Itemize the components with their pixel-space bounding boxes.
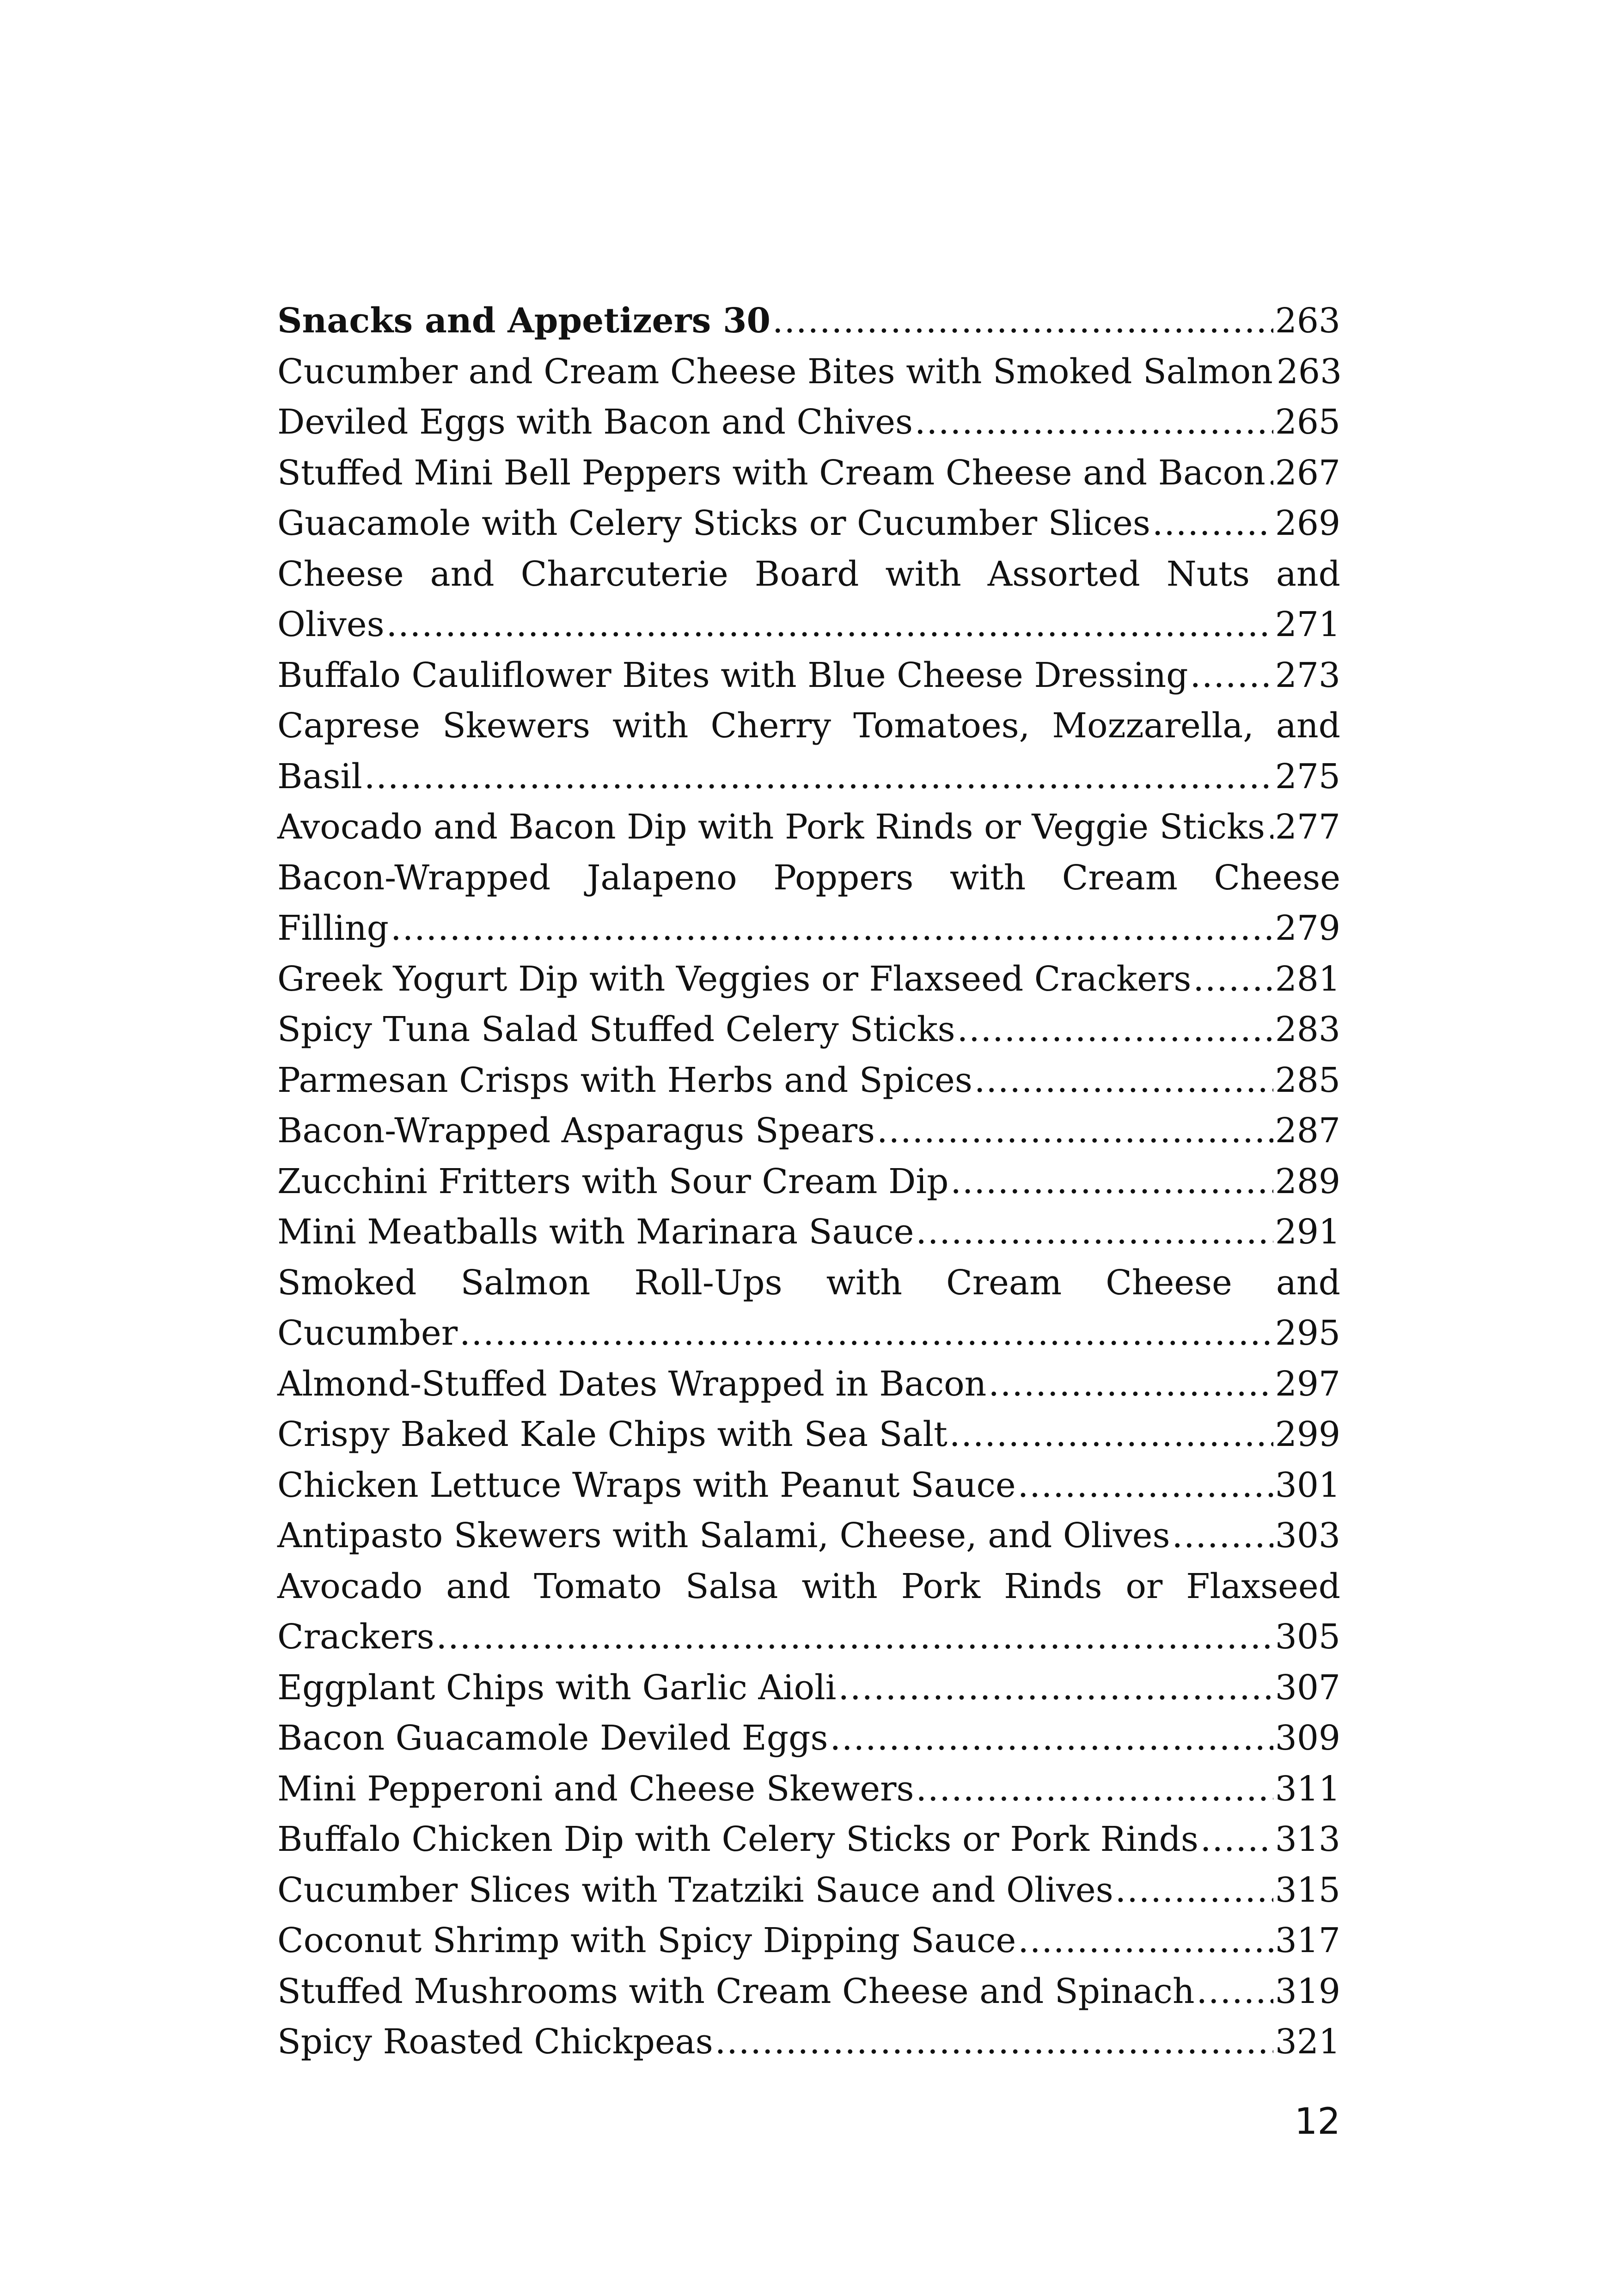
dot-leader	[386, 600, 1273, 650]
entry-page: 285	[1275, 1060, 1340, 1100]
entry-title: Zucchini Fritters with Sour Cream Dip	[277, 1161, 949, 1201]
toc-entry[interactable]	[277, 2017, 1340, 2068]
entry-title: Spicy Roasted Chickpeas	[277, 2022, 713, 2062]
toc-entry[interactable]	[277, 1207, 1340, 1258]
entry-title-line2: Cucumber	[277, 1313, 458, 1353]
toc-entry[interactable]	[277, 701, 1340, 802]
entry-title-line2: Olives	[277, 605, 385, 644]
toc-entry[interactable]	[277, 1561, 1340, 1663]
entry-page: 307	[1275, 1667, 1340, 1708]
entry-page: 313	[1275, 1819, 1340, 1859]
dot-leader	[949, 1409, 1273, 1460]
toc-entry[interactable]	[277, 1713, 1340, 1764]
entry-title: Guacamole with Celery Sticks or Cucumber Slices	[277, 503, 1150, 543]
toc-section-heading[interactable]	[277, 296, 1340, 347]
entry-title: Avocado and Bacon Dip with Pork Rinds or Veggie Sticks	[277, 807, 1265, 847]
toc-entry[interactable]	[277, 1258, 1340, 1359]
entry-page: 267	[1275, 453, 1340, 493]
dot-leader	[1200, 1814, 1273, 1865]
dot-leader	[715, 2017, 1273, 2068]
table-of-contents	[277, 296, 1340, 2068]
toc-entry[interactable]	[277, 397, 1340, 448]
toc-entry[interactable]	[277, 498, 1340, 549]
dot-leader	[1267, 802, 1273, 853]
dot-leader	[1115, 1865, 1273, 1916]
entry-title: Stuffed Mushrooms with Cream Cheese and Spinach	[277, 1971, 1195, 2011]
dot-leader	[988, 1359, 1273, 1410]
entry-page: 305	[1275, 1617, 1340, 1657]
entry-title: Bacon-Wrapped Asparagus Spears	[277, 1111, 875, 1151]
toc-entry[interactable]	[277, 1966, 1340, 2017]
entry-title: Buffalo Chicken Dip with Celery Sticks or Pork Rinds	[277, 1819, 1198, 1859]
entry-page: 317	[1275, 1921, 1340, 1960]
entry-title-line2-row	[277, 1612, 1340, 1663]
entry-page: 289	[1275, 1161, 1340, 1201]
section-page: 263	[1275, 301, 1340, 341]
toc-entry[interactable]	[277, 1663, 1340, 1714]
entry-title: Stuffed Mini Bell Peppers with Cream Cheese and Bacon	[277, 453, 1266, 493]
entry-title: Coconut Shrimp with Spicy Dipping Sauce	[277, 1921, 1016, 1960]
entry-title: Antipasto Skewers with Salami, Cheese, and Olives	[277, 1516, 1170, 1555]
entry-page: 281	[1275, 959, 1340, 999]
entry-title: Cucumber and Cream Cheese Bites with Smoked Salmon	[277, 351, 1273, 392]
entry-title: Mini Meatballs with Marinara Sauce	[277, 1212, 914, 1252]
entry-page: 269	[1275, 503, 1340, 543]
dot-leader	[1197, 1966, 1273, 2017]
toc-entry[interactable]	[277, 1764, 1340, 1815]
dot-leader	[916, 1764, 1273, 1815]
entry-page: 321	[1275, 2022, 1340, 2062]
entry-page: 315	[1275, 1870, 1340, 1910]
entry-page: 279	[1275, 908, 1340, 948]
entry-title-line1: Bacon-Wrapped Jalapeno Poppers with Cream Cheese	[277, 857, 1340, 898]
toc-entry[interactable]	[277, 1916, 1340, 1966]
entry-title: Mini Pepperoni and Cheese Skewers	[277, 1769, 914, 1809]
entry-title-line1: Smoked Salmon Roll-Ups with Cream Cheese and	[277, 1262, 1340, 1303]
toc-entry[interactable]	[277, 954, 1340, 1005]
dot-leader	[1190, 650, 1273, 701]
entry-title-line2: Basil	[277, 756, 362, 796]
entry-page: 309	[1275, 1718, 1340, 1758]
dot-leader	[391, 903, 1273, 954]
toc-entry[interactable]	[277, 347, 1340, 398]
entry-title-line1: Caprese Skewers with Cherry Tomatoes, Mozzarella, and	[277, 706, 1340, 746]
entry-page: 295	[1275, 1313, 1340, 1353]
section-title: Snacks and Appetizers 30	[277, 301, 770, 341]
dot-leader	[838, 1663, 1273, 1714]
dot-leader	[1018, 1916, 1273, 1966]
entry-page: 319	[1275, 1971, 1340, 2011]
entry-title: Almond-Stuffed Dates Wrapped in Bacon	[277, 1364, 987, 1404]
dot-leader	[950, 1157, 1273, 1207]
dot-leader	[916, 1207, 1273, 1258]
entry-title-line1: Cheese and Charcuterie Board with Assorted Nuts and	[277, 554, 1340, 594]
toc-entry[interactable]	[277, 1004, 1340, 1055]
entry-page: 301	[1275, 1465, 1340, 1505]
entry-title-line2: Filling	[277, 908, 389, 948]
entry-page: 311	[1275, 1769, 1340, 1809]
entry-page: 265	[1275, 402, 1340, 442]
dot-leader	[459, 1308, 1273, 1359]
entry-page: 263	[1276, 351, 1342, 392]
entry-title: Greek Yogurt Dip with Veggies or Flaxseed Crackers	[277, 959, 1192, 999]
dot-leader	[1152, 498, 1273, 549]
entry-page: 283	[1275, 1010, 1340, 1049]
entry-title: Chicken Lettuce Wraps with Peanut Sauce	[277, 1465, 1016, 1505]
toc-entry[interactable]	[277, 802, 1340, 853]
dot-leader	[957, 1004, 1273, 1055]
dot-leader	[436, 1612, 1273, 1663]
entry-title: Spicy Tuna Salad Stuffed Celery Sticks	[277, 1010, 955, 1049]
dot-leader	[877, 1106, 1273, 1157]
entry-page: 303	[1275, 1516, 1340, 1555]
toc-entry[interactable]	[277, 650, 1340, 701]
dot-leader	[1267, 448, 1273, 499]
entry-page: 275	[1275, 756, 1340, 796]
entry-page: 273	[1275, 655, 1340, 695]
toc-entry[interactable]	[277, 1814, 1340, 1865]
toc-entry[interactable]	[277, 1460, 1340, 1511]
dot-leader	[772, 296, 1273, 347]
toc-entry[interactable]	[277, 853, 1340, 954]
entry-title-line2-row	[277, 903, 1340, 954]
toc-entry[interactable]	[277, 1511, 1340, 1561]
entry-title-line2-row	[277, 752, 1340, 802]
toc-entry[interactable]	[277, 1409, 1340, 1460]
entry-title-line2: Crackers	[277, 1617, 434, 1657]
dot-leader	[915, 397, 1273, 448]
entry-page: 287	[1275, 1111, 1340, 1151]
toc-entry[interactable]	[277, 1865, 1340, 1916]
toc-entry[interactable]	[277, 1359, 1340, 1410]
page-number: 12	[1294, 2101, 1340, 2143]
dot-leader	[1018, 1460, 1273, 1511]
toc-entry[interactable]	[277, 1055, 1340, 1106]
toc-entry[interactable]	[277, 448, 1340, 499]
entry-title-line2-row	[277, 600, 1340, 650]
entry-title: Deviled Eggs with Bacon and Chives	[277, 402, 913, 442]
entry-page: 277	[1275, 807, 1340, 847]
entry-title: Eggplant Chips with Garlic Aioli	[277, 1667, 837, 1708]
entry-title: Crispy Baked Kale Chips with Sea Salt	[277, 1414, 948, 1454]
entry-title: Buffalo Cauliflower Bites with Blue Cheese Dressing	[277, 655, 1188, 695]
entry-title: Bacon Guacamole Deviled Eggs	[277, 1718, 828, 1758]
dot-leader	[1193, 954, 1273, 1005]
entry-title: Parmesan Crisps with Herbs and Spices	[277, 1060, 972, 1100]
entry-page: 297	[1275, 1364, 1340, 1404]
dot-leader	[830, 1713, 1273, 1764]
toc-entry[interactable]	[277, 1157, 1340, 1207]
toc-entry[interactable]	[277, 1106, 1340, 1157]
dot-leader	[974, 1055, 1273, 1106]
entry-page: 271	[1275, 605, 1340, 644]
entry-page: 299	[1275, 1414, 1340, 1454]
toc-entry[interactable]	[277, 549, 1340, 650]
entry-title-line1: Avocado and Tomato Salsa with Pork Rinds or Flaxseed	[277, 1566, 1340, 1606]
entry-page: 291	[1275, 1212, 1340, 1252]
dot-leader	[364, 752, 1273, 802]
dot-leader	[1172, 1511, 1273, 1561]
entry-title-line2-row	[277, 1308, 1340, 1359]
entry-title: Cucumber Slices with Tzatziki Sauce and Olives	[277, 1870, 1113, 1910]
